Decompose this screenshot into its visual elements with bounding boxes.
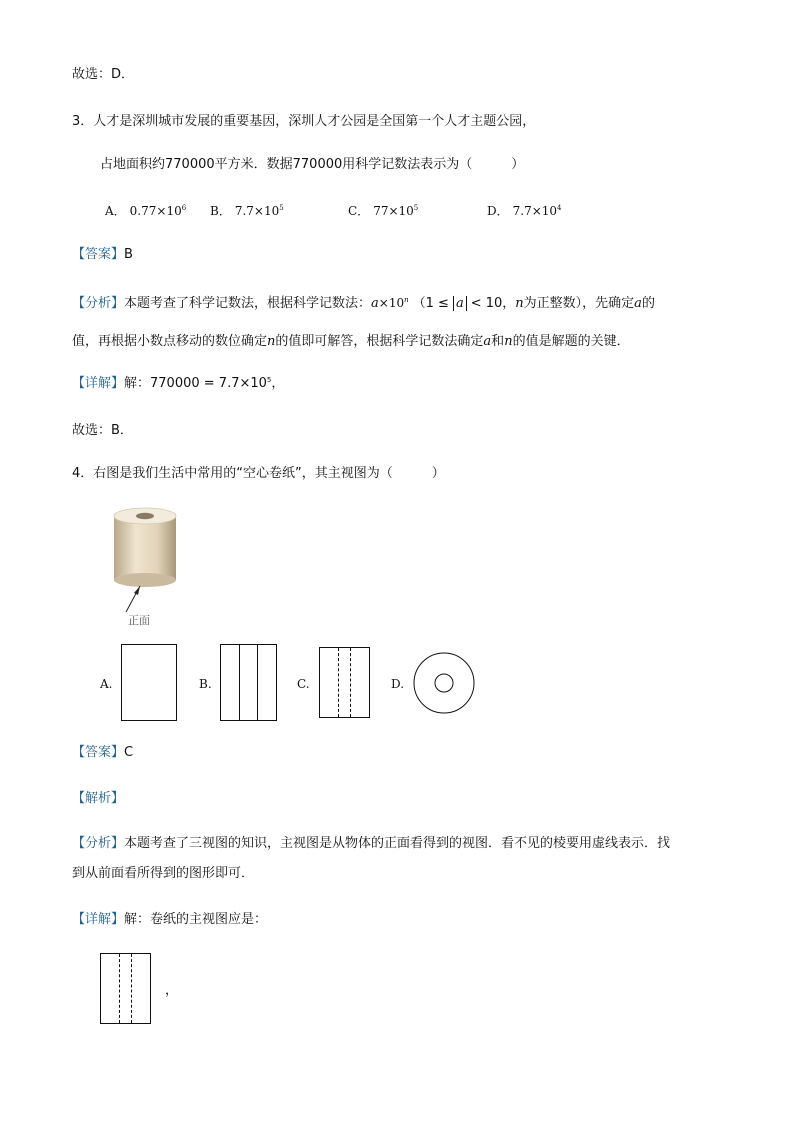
dashed-line (131, 954, 132, 1023)
q3-analysis-line-1: 【分析】本题考查了科学记数法，根据科学记数法：$a\times 10^n$ （1 ≤ a < 10，n为正整数），先确定a的 (72, 296, 655, 311)
q3-analysis-line-2: 值，再根据小数点移动的数位确定n的值即可解答，根据科学记数法确定a和n的值是解题的关键． (72, 334, 630, 349)
dashed-line (119, 954, 120, 1023)
q3-option-b: B． $7.7\times 10^5$ (210, 204, 284, 218)
q3-answer (72, 246, 133, 264)
q3-stem-line-1: 3．人才是深圳城市发展的重要基因，深圳人才公园是全国第一个人才主题公园， (72, 114, 536, 129)
q4-option-b-label: B. (199, 677, 212, 691)
q4-option-c-figure (319, 647, 370, 718)
q4-analysis-line-2: 到从前面看所得到的图形即可． (72, 866, 255, 881)
q4-option-c-label: C. (297, 677, 310, 691)
dashed-line (338, 648, 339, 717)
q4-detail-figure (100, 953, 151, 1024)
answer-label: 【答案】 (72, 745, 125, 760)
q4-option-d-figure (412, 651, 478, 715)
toilet-paper-roll-image (100, 500, 190, 630)
q4-jiexi-label: 【解析】 (72, 791, 125, 806)
answer-value: C (124, 745, 134, 760)
front-side-label: 正面 (128, 614, 150, 627)
q3-option-c: C． $77\times 10^5$ (348, 204, 419, 218)
q4-detail-comma: ， (165, 983, 179, 998)
answer-label: 【答案】 (72, 247, 125, 262)
q4-option-a-figure (121, 644, 177, 721)
answer-value: B (124, 247, 133, 262)
q4-option-a-label: A. (100, 677, 113, 691)
q4-stem: 4．右图是我们生活中常用的“空心卷纸”，其主视图为（ ） (72, 466, 445, 481)
q4-option-d-label: D. (391, 677, 405, 691)
q3-stem-line-2: 占地面积约770000平方米．数据770000用科学记数法表示为（ ） (100, 157, 525, 172)
q3-option-a: A． $0.77\times 10^6$ (105, 204, 187, 218)
q4-option-b-figure (220, 644, 277, 721)
solid-line (239, 645, 240, 720)
q3-detail: 【详解】解：$770000 = 7.7\times 10^5$， (72, 376, 285, 391)
detail-label: 【详解】 (72, 912, 125, 927)
dashed-line (350, 648, 351, 717)
q4-detail: 【详解】解：卷纸的主视图应是： (72, 912, 268, 927)
q2-final-answer: 故选：D． (72, 67, 135, 82)
solid-line (257, 645, 258, 720)
q3-option-d: D． $7.7\times 10^4$ (487, 204, 562, 218)
q4-analysis-line-1: 【分析】本题考查了三视图的知识，主视图是从物体的正面看得到的视图．看不见的棱要用虚线表示．找 (72, 836, 671, 851)
q3-final-answer: 故选：B． (72, 423, 133, 438)
analysis-label: 【分析】 (72, 836, 125, 851)
analysis-label: 【分析】 (72, 296, 125, 311)
q4-answer (72, 744, 133, 762)
detail-label: 【详解】 (72, 376, 125, 391)
